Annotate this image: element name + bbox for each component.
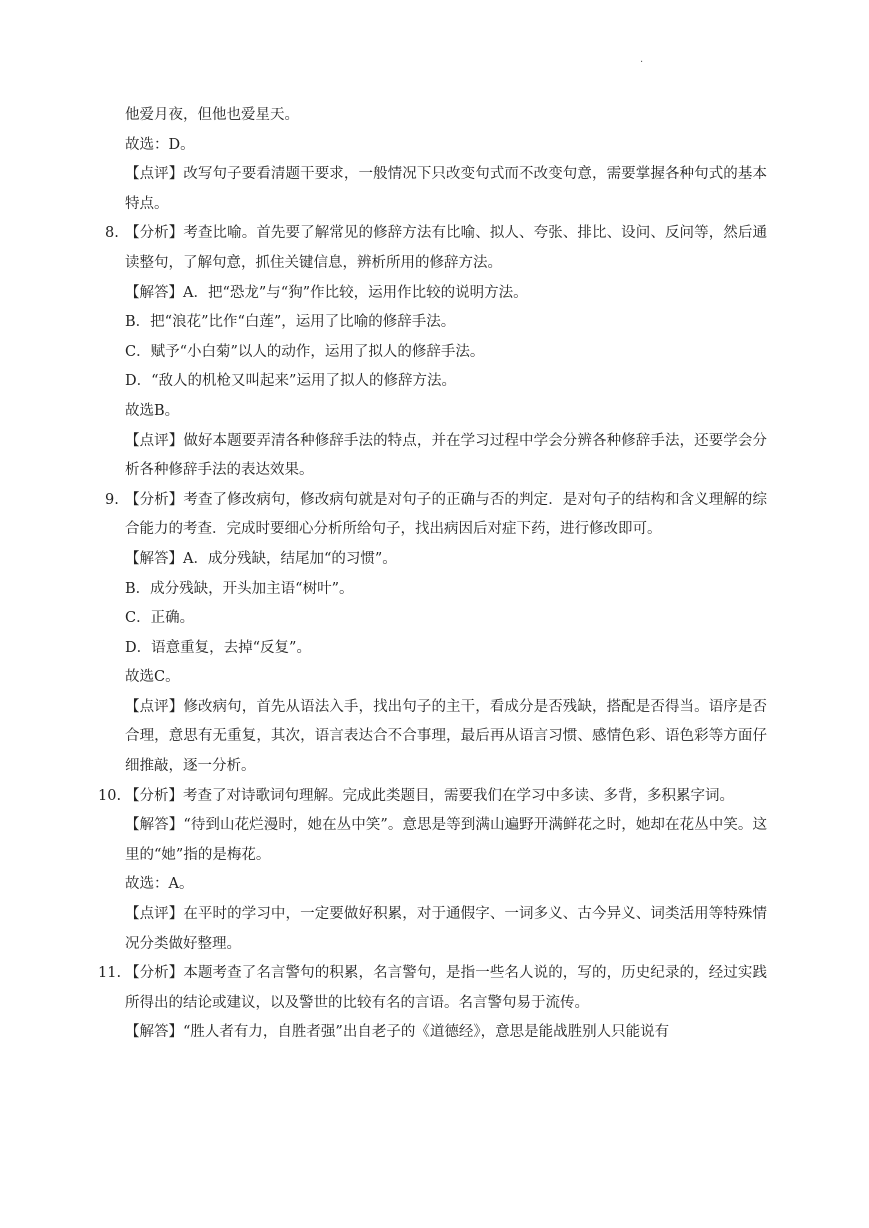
comment-paragraph: 【点评】在平时的学习中，一定要做好积累，对于通假字、一词多义、古今异义、词类活用等特殊情况分类做好整理。 [125, 906, 767, 952]
solution-option-b: B．成分残缺，开头加主语“树叶”。 [125, 580, 354, 597]
header-mark: . [640, 54, 644, 65]
question-number: 10. [98, 787, 122, 804]
analysis-paragraph: 【分析】考查了修改病句，修改病句就是对句子的正确与否的判定．是对句子的结构和含义理解的综合能力的考查．完成时要细心分析所给句子，找出病因后对症下药，进行修改即可。 [125, 491, 767, 538]
solution-option-d: D．“敌人的机枪又叫起来”运用了拟人的修辞方法。 [125, 373, 456, 390]
answer-choice-line: 故选B。 [125, 402, 180, 419]
question-10-analysis [98, 782, 767, 812]
solution-paragraph: 【解答】A．把“恐龙”与“狗”作比较，运用作比较的说明方法。 [125, 284, 528, 301]
answer-choice-line: 故选C。 [125, 669, 180, 686]
answer-choice-line: 故选：A。 [125, 876, 194, 893]
solution-paragraph: 【解答】“待到山花烂漫时，她在丛中笑”。意思是等到满山遍野开满鲜花之时，她却在花丛中笑。这里的“她”指的是梅花。 [125, 817, 767, 863]
comment-paragraph: 【点评】改写句子要看清题干要求，一般情况下只改变句式而不改变句意，需要掌握各种句式的基本特点。 [125, 166, 767, 212]
question-8-analysis [105, 219, 767, 278]
question-number: 8. [105, 225, 119, 242]
question-11-analysis [98, 959, 767, 1018]
analysis-paragraph: 【分析】本题考查了名言警句的积累，名言警句，是指一些名人说的，写的，历史纪录的，经过实践所得出的结论或建议，以及警世的比较有名的言语。名言警句易于流传。 [125, 965, 767, 1011]
solution-option-c: C．赋予“小白菊”以人的动作，运用了拟人的修辞手法。 [125, 343, 485, 360]
answer-choice-line: 故选：D。 [125, 136, 195, 153]
question-number: 9. [105, 491, 119, 508]
comment-paragraph: 【点评】做好本题要弄清各种修辞手法的特点，并在学习过程中学会分辨各种修辞手法，还要学会分析各种修辞手法的表达效果。 [125, 432, 767, 479]
question-9-analysis [105, 486, 767, 545]
solution-paragraph: 【解答】“胜人者有力，自胜者强”出自老子的《道德经》，意思是能战胜别人只能说有 [125, 1024, 670, 1041]
solution-option-c: C．正确。 [125, 610, 195, 627]
solution-option-d: D．语意重复，去掉“反复”。 [125, 639, 311, 656]
analysis-paragraph: 【分析】考查了对诗歌词句理解。完成此类题目，需要我们在学习中多读、多背，多积累字词。 [125, 787, 734, 804]
analysis-paragraph: 【分析】考查比喻。首先要了解常见的修辞方法有比喻、拟人、夸张、排比、设问、反问等，然后通读整句，了解句意，抓住关键信息，辨析所用的修辞方法。 [125, 225, 767, 271]
solution-option-b: B．把“浪花”比作“白莲”，运用了比喻的修辞手法。 [125, 314, 456, 331]
comment-paragraph: 【点评】修改病句，首先从语法入手，找出句子的主干，看成分是否残缺，搭配是否得当。语序是否合理，意思有无重复，其次，语言表达合不合事理，最后再从语言习惯、感情色彩、语色彩等方面仔细推敲，逐一分析。 [125, 698, 767, 775]
solution-paragraph: 【解答】A．成分残缺，结尾加“的习惯”。 [125, 550, 397, 567]
question-number: 11. [98, 965, 122, 982]
answer-body [98, 101, 767, 1048]
text-line: 他爱月夜，但他也爱星天。 [125, 107, 299, 123]
